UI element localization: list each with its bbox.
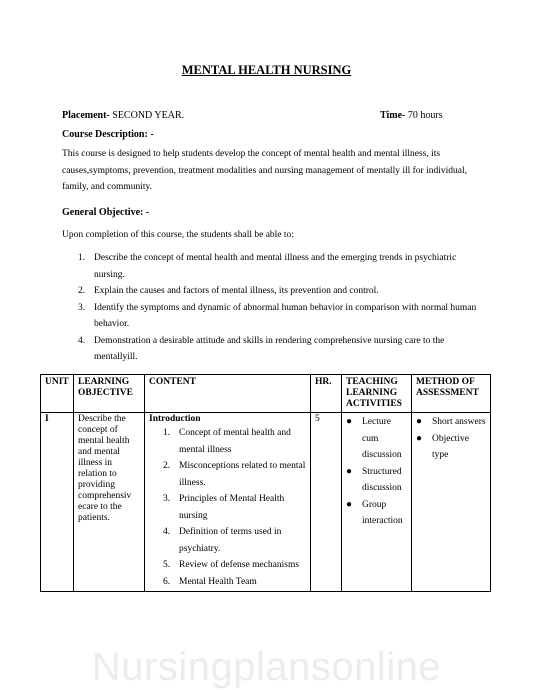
content-item bbox=[149, 524, 306, 557]
bullet-icon: ● bbox=[346, 498, 353, 510]
objective-text: Explain the causes and factors of mental illness, its prevention and control. bbox=[94, 286, 379, 296]
time-label: Time- bbox=[380, 110, 406, 121]
content-item bbox=[149, 425, 306, 458]
placement-line bbox=[62, 110, 184, 121]
time-value: 70 hours bbox=[405, 110, 443, 121]
objective-number: 2. bbox=[78, 286, 86, 296]
content-number: 6. bbox=[163, 576, 171, 587]
content-title: Introduction bbox=[149, 414, 201, 424]
assessment-text: Short answers bbox=[432, 417, 486, 427]
assessment-text: Objective type bbox=[432, 433, 469, 460]
course-table bbox=[40, 374, 491, 592]
bullet-icon: ● bbox=[346, 465, 353, 477]
objective-item bbox=[62, 300, 482, 333]
objective-item bbox=[62, 283, 482, 300]
general-objective-intro: Upon completion of this course, the students shall be able to: bbox=[62, 230, 294, 240]
content-number: 2. bbox=[163, 461, 171, 471]
cell-learning-objective: Describe the concept of mental health and mental illness in relation to providing comprehensiv ecare to the patients. bbox=[74, 413, 145, 592]
activity-item bbox=[346, 464, 407, 497]
content-number: 4. bbox=[163, 527, 171, 537]
header-learning-objective: LEARNING OBJECTIVE bbox=[74, 375, 145, 413]
document-title: MENTAL HEALTH NURSING bbox=[181, 63, 352, 77]
content-text: Principles of Mental Health nursing bbox=[179, 494, 285, 521]
cell-assessment-method bbox=[412, 413, 491, 592]
objective-text: Demonstration a desirable attitude and skills in rendering comprehensive nursing care to the mentallyill. bbox=[94, 335, 445, 362]
content-list bbox=[149, 425, 306, 590]
header-teaching-activities: TEACHING LEARNING ACTIVITIES bbox=[342, 375, 412, 413]
assessment-item bbox=[416, 414, 486, 431]
assessment-item bbox=[416, 431, 486, 464]
placement-label: Placement- bbox=[62, 110, 110, 121]
content-text: Mental Health Team bbox=[179, 576, 257, 587]
content-text: Misconceptions related to mental illness. bbox=[179, 461, 306, 488]
content-item bbox=[149, 557, 306, 574]
header-content: CONTENT bbox=[145, 375, 311, 413]
objective-number: 1. bbox=[78, 253, 86, 263]
content-number: 5. bbox=[163, 560, 171, 570]
activity-text: Structured discussion bbox=[362, 466, 402, 493]
objectives-list bbox=[62, 250, 482, 366]
cell-unit: I bbox=[41, 413, 74, 592]
watermark: Nursingplansonline bbox=[91, 645, 442, 689]
objective-text: Describe the concept of mental health and mental illness and the emerging trends in psychiatric nursing. bbox=[94, 253, 457, 280]
time-line bbox=[380, 110, 443, 121]
course-description-text: This course is designed to help students develop the concept of mental health and mental illness, its causes,symptoms, prevention, treatment modalities and nursing management of mentally ill for individual, family, and community. bbox=[62, 149, 467, 192]
content-item bbox=[149, 458, 306, 491]
objective-number: 3. bbox=[78, 302, 86, 313]
content-number: 3. bbox=[163, 494, 171, 504]
content-text: Review of defense mechanisms bbox=[179, 560, 300, 570]
placement-value: SECOND YEAR. bbox=[109, 110, 185, 121]
objective-text: Identify the symptoms and dynamic of abnormal human behavior in comparison with normal human behavior. bbox=[94, 302, 477, 329]
cell-teaching-activities bbox=[342, 413, 412, 592]
course-description-heading: Course Description: - bbox=[62, 129, 154, 140]
cell-content bbox=[145, 413, 311, 592]
header-unit: UNIT bbox=[41, 375, 74, 413]
activity-item bbox=[346, 414, 407, 464]
activity-text: Group interaction bbox=[362, 499, 403, 526]
general-objective-heading: General Objective: - bbox=[62, 207, 150, 218]
objective-item bbox=[62, 333, 482, 366]
objective-item bbox=[62, 250, 482, 283]
content-number: 1. bbox=[163, 428, 171, 438]
header-assessment-method: METHOD OF ASSESSMENT bbox=[412, 375, 491, 413]
cell-hours: 5 bbox=[311, 413, 342, 592]
bullet-icon: ● bbox=[416, 416, 423, 427]
header-hours: HR. bbox=[311, 375, 342, 413]
activity-item bbox=[346, 497, 407, 530]
bullet-icon: ● bbox=[346, 416, 353, 427]
objective-number: 4. bbox=[78, 335, 86, 346]
table-header-row bbox=[41, 375, 491, 413]
bullet-icon: ● bbox=[416, 432, 423, 444]
activities-list bbox=[346, 414, 407, 530]
activity-text: Lecture cum discussion bbox=[362, 417, 402, 460]
table-row bbox=[41, 413, 491, 592]
content-item bbox=[149, 491, 306, 524]
assessment-list bbox=[416, 414, 486, 464]
content-text: Concept of mental health and mental illness bbox=[179, 428, 291, 455]
content-text: Definition of terms used in psychiatry. bbox=[179, 527, 282, 554]
content-item bbox=[149, 574, 306, 591]
